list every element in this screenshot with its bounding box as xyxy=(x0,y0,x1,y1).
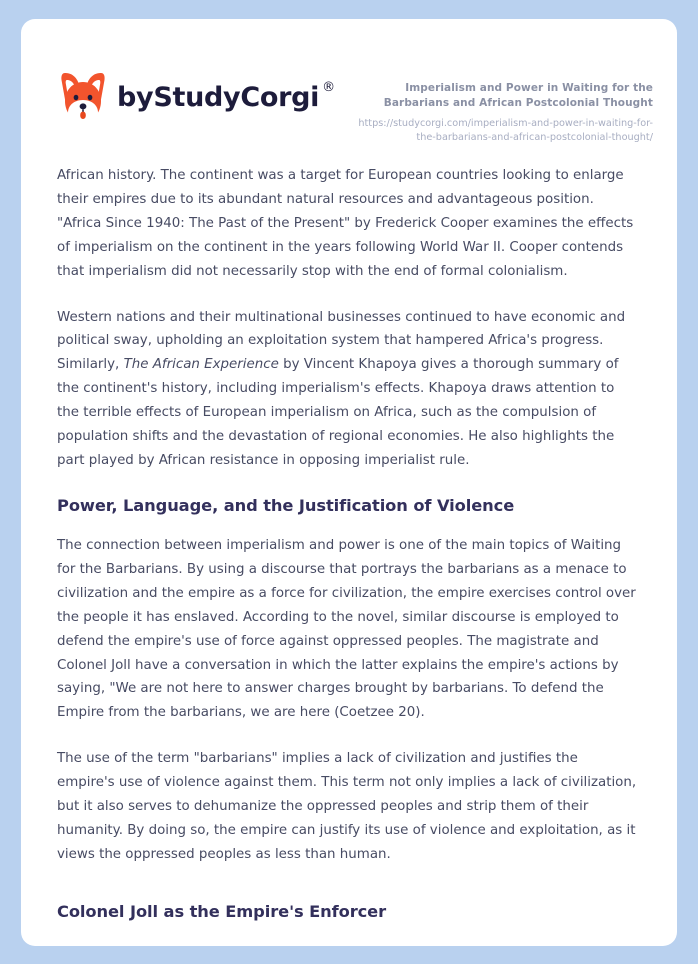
brand-block[interactable] xyxy=(59,67,335,123)
section-heading-power-language: Power, Language, and the Justification of Violence xyxy=(57,495,515,515)
document-body xyxy=(21,164,677,922)
document-title: Imperialism and Power in Waiting for the Barbarians and African Postcolonial Thought xyxy=(383,82,653,109)
heading-spacer xyxy=(57,889,639,893)
paragraph-3: The connection between imperialism and power is one of the main topics of Waiting for the Barbarians. By using a discourse that portrays the barbarians as a menace to civilization and the empire as a force for civilization, the empire exercises control over the people it has enslaved. According to the novel, similar discourse is employed to defend the empire's use of force against oppressed peoples. The magistrate and Colonel Joll have a conversation in which the latter explains the empire's actions by saying, "We are not here to answer charges brought by barbarians. To defend the Empire from the barbarians, we are here (Coetzee 20). xyxy=(57,538,636,721)
document-source-url[interactable]: https://studycorgi.com/imperialism-and-power-in-waiting-for-the-barbarians-and-african-postcolonial-thought/ xyxy=(358,117,653,144)
book-title-african-experience: The African Experience xyxy=(123,357,279,373)
paragraph-1: African history. The continent was a target for European countries looking to enlarge their empires due to its abundant natural resources and advantageous position. "Africa Since 1940: The Past of the Present" by Frederick Cooper examines the effects of imperialism on the continent in the years following World War II. Cooper contends that imperialism did not necessarily stop with the end of formal colonialism. xyxy=(57,168,634,279)
header-meta xyxy=(346,67,653,146)
document-page-card xyxy=(21,19,677,946)
brand-name: StudyCorgi xyxy=(153,81,320,113)
corgi-logo-icon xyxy=(59,71,107,123)
brand-prefix: by xyxy=(117,81,154,113)
paragraph-4: The use of the term "barbarians" implies a lack of civilization and justifies the empire's use of violence against them. This term not only implies a lack of civilization, but it also serves to dehumanize the oppressed peoples and strip them of their humanity. By doing so, the empire can justify its use of violence and exploitation, as it views the oppressed peoples as less than human. xyxy=(57,751,637,862)
document-header xyxy=(21,19,677,164)
paragraph-2-part2: by Vincent Khapoya gives a thorough summary of the continent's history, including imperialism's effects. Khapoya draws attention to the terrible effects of European imperialism on Africa, such as the compulsion of population shifts and the devastation of regional economies. He also highlights the part played by African resistance in opposing imperialist rule. xyxy=(57,357,619,468)
paragraph-2-part1: Western nations and their multinational businesses continued to have economic and political sway, upholding an exploitation system that hampered Africa's progress. Similarly, xyxy=(57,309,626,373)
brand-wordmark xyxy=(117,79,335,113)
registered-trademark-icon: ® xyxy=(322,79,335,95)
section-heading-colonel-joll: Colonel Joll as the Empire's Enforcer xyxy=(57,901,387,921)
paragraph-2 xyxy=(57,306,639,473)
